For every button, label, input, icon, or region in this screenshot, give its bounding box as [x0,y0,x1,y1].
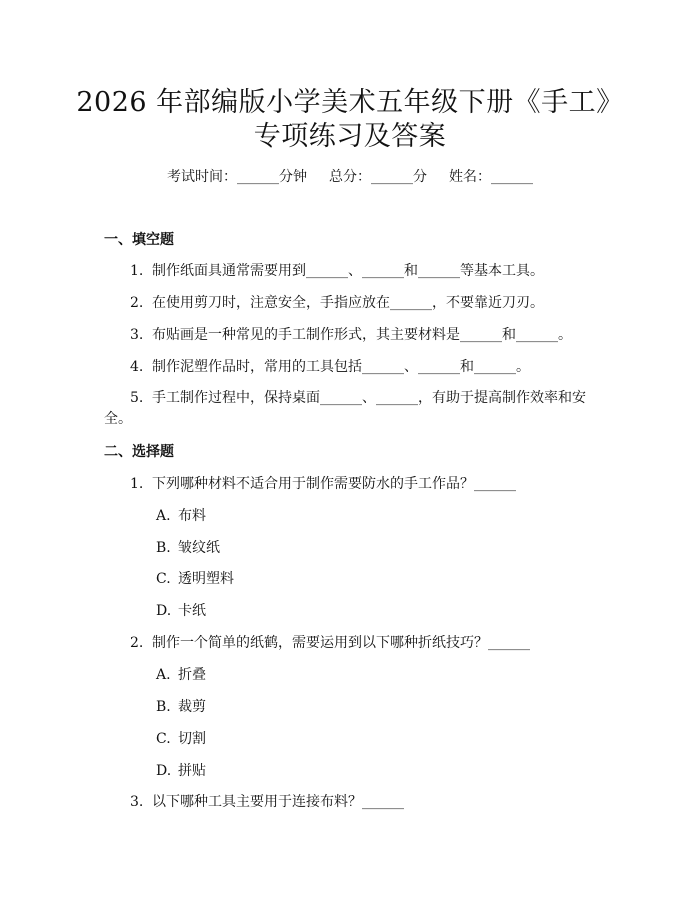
question-text: 手工制作过程中，保持桌面______、______，有助于提高制作效率和安 [152,390,586,406]
option-item [156,697,206,717]
question-number: 1. [130,476,144,492]
question-item [130,357,590,378]
question-number: 3. [130,327,144,343]
page-title-line2: 专项练习及答案 [253,121,447,152]
question-number: 2. [130,295,144,311]
exam-meta [0,167,700,187]
question-text: 制作纸面具通常需要用到______、______和______等基本工具。 [152,263,544,279]
page-title-line1: 2026 年部编版小学美术五年级下册《手工》 [76,87,624,118]
question-text: 下列哪种材料不适合用于制作需要防水的手工作品？______ [152,476,516,492]
option-text: 拼贴 [178,763,206,779]
option-item [156,601,206,621]
question-item [130,261,590,282]
option-letter: C. [156,731,171,747]
question-text-continuation: 全。 [104,411,132,427]
option-item [156,665,206,685]
exam-score: 总分：______分 [329,169,427,185]
option-item [156,569,234,589]
option-letter: C. [156,571,171,587]
question-number: 2. [130,635,144,651]
option-text: 卡纸 [178,603,206,619]
section-heading-multiple-choice: 二、选择题 [104,444,174,460]
question-item [130,633,590,654]
question-item [130,474,590,495]
question-text: 以下哪种工具主要用于连接布料？______ [152,794,404,810]
exam-name: 姓名：______ [449,169,533,185]
question-number: 3. [130,794,144,810]
option-letter: B. [156,699,171,715]
option-item [156,538,220,558]
option-text: 布料 [178,508,206,524]
question-text: 在使用剪刀时，注意安全，手指应放在______，不要靠近刀刃。 [152,295,544,311]
question-text: 制作泥塑作品时，常用的工具包括______、______和______。 [152,359,530,375]
question-number: 1. [130,263,144,279]
option-item [156,506,206,526]
option-text: 透明塑料 [178,571,234,587]
option-item [156,761,206,781]
section-heading-fill-blank: 一、填空题 [104,232,174,248]
option-text: 折叠 [178,667,206,683]
exam-time: 考试时间：______分钟 [167,169,307,185]
option-item [156,729,206,749]
question-item [130,325,590,346]
option-text: 切割 [178,731,206,747]
question-item [130,293,590,314]
question-number: 5. [130,390,144,406]
option-letter: B. [156,540,171,556]
question-item [130,388,590,409]
option-text: 皱纹纸 [178,540,220,556]
option-letter: A. [156,508,171,524]
option-letter: D. [156,603,172,619]
question-number: 4. [130,359,144,375]
option-letter: A. [156,667,171,683]
question-item [130,792,590,813]
option-letter: D. [156,763,172,779]
question-text: 制作一个简单的纸鹤，需要运用到以下哪种折纸技巧？______ [152,635,530,651]
question-text: 布贴画是一种常见的手工制作形式，其主要材料是______和______。 [152,327,572,343]
option-text: 裁剪 [178,699,206,715]
